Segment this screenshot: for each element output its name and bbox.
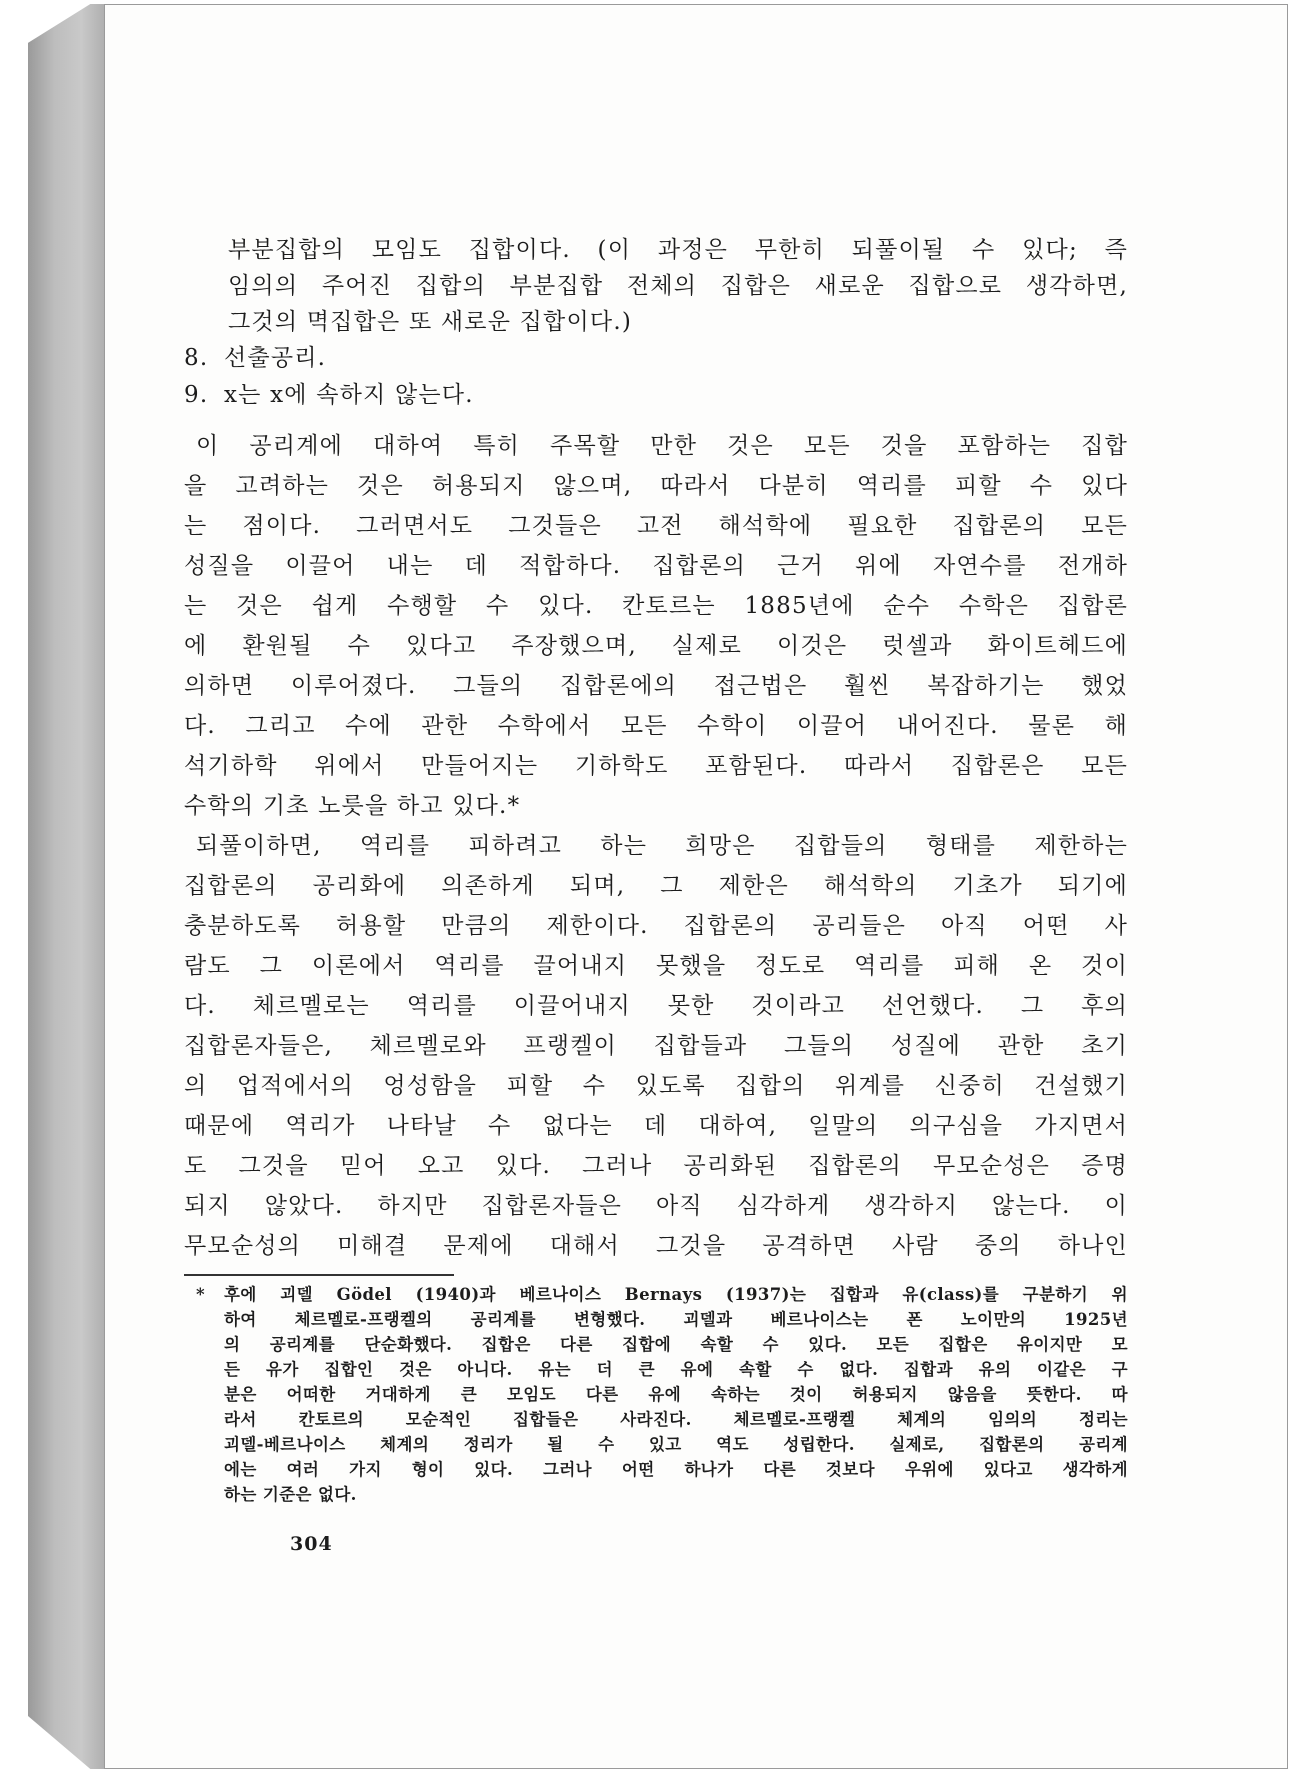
footnote-line [184, 1282, 1128, 1307]
footnote [184, 1282, 1128, 1507]
axiom-number: 9. [184, 382, 209, 408]
text-line: 의 업적에서의 엉성함을 피할 수 있도록 집합의 위계를 신중히 건설했기 [184, 1073, 1128, 1099]
footnote-line: 든 유가 집합인 것은 아니다. 유는 더 큰 유에 속할 수 없다. 집합과 유의 이같은 구 [224, 1360, 1128, 1379]
paragraph-2 [184, 826, 1128, 1266]
text-line: 부분집합의 모임도 집합이다. (이 과정은 무한히 되풀이될 수 있다; 즉 [228, 237, 1128, 263]
book-spine [28, 4, 104, 1769]
text-line: 충분하도록 허용할 만큼의 제한이다. 집합론의 공리들은 아직 어떤 사 [184, 913, 1128, 939]
text-line: 에 환원될 수 있다고 주장했으며, 실제로 이것은 럿셀과 화이트헤드에 [184, 633, 1128, 659]
axiom-item [184, 340, 1128, 377]
axiom-item [184, 377, 1128, 414]
footnote-line: 괴델-베르나이스 체계의 정리가 될 수 있고 역도 성립한다. 실제로, 집합론의 공리계 [224, 1435, 1128, 1454]
footnote-text: 후에 괴델 Gödel (1940)과 베르나이스 Bernays (1937)는 집합과 유(class)를 구분하기 위 [224, 1285, 1128, 1304]
page-number: 304 [290, 1533, 333, 1555]
text-line: 집합론자들은, 체르멜로와 프랭켈이 집합들과 그들의 성질에 관한 초기 [184, 1033, 1128, 1059]
axiom-list [184, 340, 1128, 414]
axiom-number: 8. [184, 345, 209, 371]
text-line: 성질을 이끌어 내는 데 적합하다. 집합론의 근거 위에 자연수를 전개하 [184, 553, 1128, 579]
footnote-line: 하여 체르멜로-프랭켈의 공리계를 변형했다. 괴델과 베르나이스는 폰 노이만의 1925년 [224, 1310, 1128, 1329]
axiom-text: x는 x에 속하지 않는다. [224, 382, 474, 408]
footnote-line: 분은 어떠한 거대하게 큰 모임도 다른 유에 속하는 것이 허용되지 않음을 뜻한다. 따 [224, 1385, 1128, 1404]
text-line: 석기하학 위에서 만들어지는 기하학도 포함된다. 따라서 집합론은 모든 [184, 753, 1128, 779]
page-text [184, 232, 1128, 1507]
text-line: 도 그것을 믿어 오고 있다. 그러나 공리화된 집합론의 무모순성은 증명 [184, 1153, 1128, 1179]
text-line: 임의의 주어진 집합의 부분집합 전체의 집합은 새로운 집합으로 생각하면, [228, 273, 1128, 299]
footnote-line: 에는 여러 가지 형이 있다. 그러나 어떤 하나가 다른 것보다 우위에 있다고 생각하게 [224, 1460, 1128, 1479]
paragraph-1 [184, 426, 1128, 826]
text-line: 람도 그 이론에서 역리를 끌어내지 못했을 정도로 역리를 피해 온 것이 [184, 953, 1128, 979]
footnote-mark: * [196, 1285, 206, 1304]
text-line: 이 공리계에 대하여 특히 주목할 만한 것은 모든 것을 포함하는 집합 [196, 433, 1128, 459]
text-line: 무모순성의 미해결 문제에 대해서 그것을 공격하면 사람 중의 하나인 [184, 1233, 1128, 1259]
footnote-line: 의 공리계를 단순화했다. 집합은 다른 집합에 속할 수 있다. 모든 집합은 유이지만 모 [224, 1335, 1128, 1354]
text-line: 다. 그리고 수에 관한 수학에서 모든 수학이 이끌어 내어진다. 물론 해 [184, 713, 1128, 739]
axiom-text: 선출공리. [224, 345, 327, 371]
text-line: 수학의 기초 노릇을 하고 있다.* [184, 793, 521, 819]
footnote-divider [184, 1274, 454, 1276]
text-line: 는 것은 쉽게 수행할 수 있다. 칸토르는 1885년에 순수 수학은 집합론 [184, 593, 1128, 619]
text-line: 는 점이다. 그러면서도 그것들은 고전 해석학에 필요한 집합론의 모든 [184, 513, 1128, 539]
text-line: 되풀이하면, 역리를 피하려고 하는 희망은 집합들의 형태를 제한하는 [196, 833, 1128, 859]
text-line: 집합론의 공리화에 의존하게 되며, 그 제한은 해석학의 기초가 되기에 [184, 873, 1128, 899]
hanging-text [184, 232, 1128, 340]
text-line: 때문에 역리가 나타날 수 없다는 데 대하여, 일말의 의구심을 가지면서 [184, 1113, 1128, 1139]
text-line: 을 고려하는 것은 허용되지 않으며, 따라서 다분히 역리를 피할 수 있다 [184, 473, 1128, 499]
footnote-line: 라서 칸토르의 모순적인 집합들은 사라진다. 체르멜로-프랭켈 체계의 임의의 정리는 [224, 1410, 1128, 1429]
text-line: 다. 체르멜로는 역리를 이끌어내지 못한 것이라고 선언했다. 그 후의 [184, 993, 1128, 1019]
text-line: 그것의 멱집합은 또 새로운 집합이다.) [228, 309, 632, 335]
footnote-line: 하는 기준은 없다. [224, 1485, 357, 1504]
text-line: 되지 않았다. 하지만 집합론자들은 아직 심각하게 생각하지 않는다. 이 [184, 1193, 1128, 1219]
paragraph-gap [184, 414, 1128, 426]
text-line: 의하면 이루어졌다. 그들의 집합론에의 접근법은 훨씬 복잡하기는 했었 [184, 673, 1128, 699]
